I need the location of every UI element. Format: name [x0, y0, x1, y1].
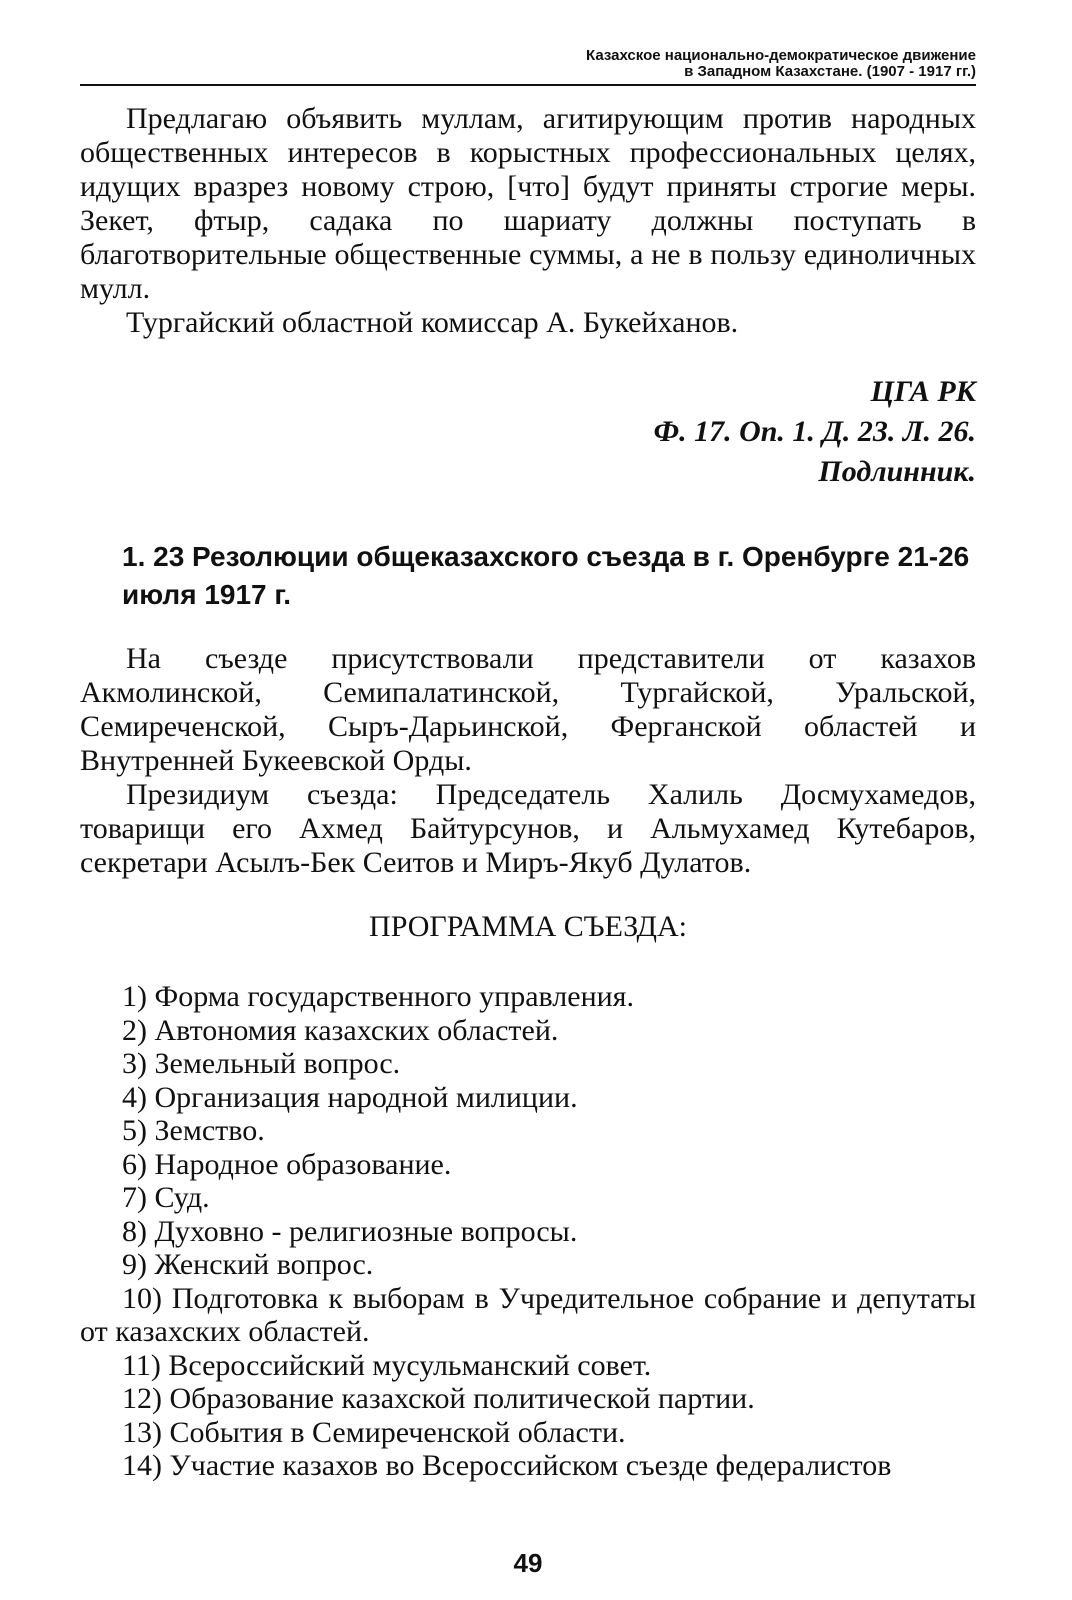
list-item: 10) Подготовка к выборам в Учредительное собрание и депутаты от казахских областей.	[80, 1281, 976, 1348]
page-number: 49	[513, 1548, 543, 1578]
congress-block	[80, 642, 976, 880]
list-item: 14) Участие казахов во Всероссийском съезде федералистов	[122, 1449, 892, 1482]
header-rule	[80, 84, 976, 86]
list-item: 11) Всероссийский мусульманский совет.	[122, 1348, 652, 1382]
archive-reference: Ф. 17. Оп. 1. Д. 23. Л. 26.	[653, 415, 976, 448]
list-item: 6) Народное образование.	[122, 1147, 452, 1181]
running-header-line-2: в Западном Казахстане. (1907 - 1917 гг.)	[684, 63, 976, 80]
opening-block	[80, 102, 976, 340]
list-item: 3) Земельный вопрос.	[122, 1047, 401, 1080]
running-header	[80, 48, 976, 80]
list-item: 12) Образование казахской политической партии.	[122, 1382, 755, 1415]
document-status: Подлинник.	[818, 455, 976, 488]
archive-source	[80, 372, 976, 492]
list-item: 8) Духовно - религиозные вопросы.	[122, 1214, 578, 1248]
program-list	[80, 980, 976, 1483]
archive-name: ЦГА РК	[870, 375, 976, 408]
list-item: 5) Земство.	[122, 1114, 265, 1147]
running-header-line-1: Казахское национально-демократическое движение	[586, 47, 976, 64]
attendees-paragraph: На съезде присутствовали представители от казахов Акмолинской, Семипалатинской, Тургайской, Уральской, Семиреченской, Сыръ-Дарьинской, Ферганской областей и Внутренней Букеевской Орды.	[80, 642, 976, 777]
list-item: 9) Женский вопрос.	[122, 1248, 374, 1281]
section-title: 1. 23 Резолюции общеказахского съезда в г. Оренбурге 21-26 июля 1917 г.	[122, 541, 970, 610]
presidium-paragraph: Президиум съезда: Председатель Халиль Досмухамедов, товарищи его Ахмед Байтурсунов, и Альмухамед Кутебаров, секретари Асылъ-Бек Сеитов и Миръ-Якуб Дулатов.	[80, 778, 976, 879]
list-item: 4) Организация народной милиции.	[122, 1080, 578, 1114]
proposal-paragraph: Предлагаю объявить муллам, агитирующим против народных общественных интересов в корыстных профессиональных целях, идущих вразрез новому строю, [что] будут приняты строгие меры. Зекет, фтыр, садака по шариату должны поступать в благотворительные общественные суммы, а не в пользу единоличных мулл.	[80, 102, 976, 305]
signature-line: Тургайский областной комиссар А. Букейханов.	[126, 306, 739, 339]
program-heading: ПРОГРАММА СЪЕЗДА:	[369, 910, 687, 943]
list-item: 13) События в Семиреченской области.	[122, 1415, 626, 1449]
list-item: 1) Форма государственного управления.	[122, 980, 634, 1013]
list-item: 2) Автономия казахских областей.	[122, 1013, 559, 1047]
list-item: 7) Суд.	[122, 1181, 210, 1214]
